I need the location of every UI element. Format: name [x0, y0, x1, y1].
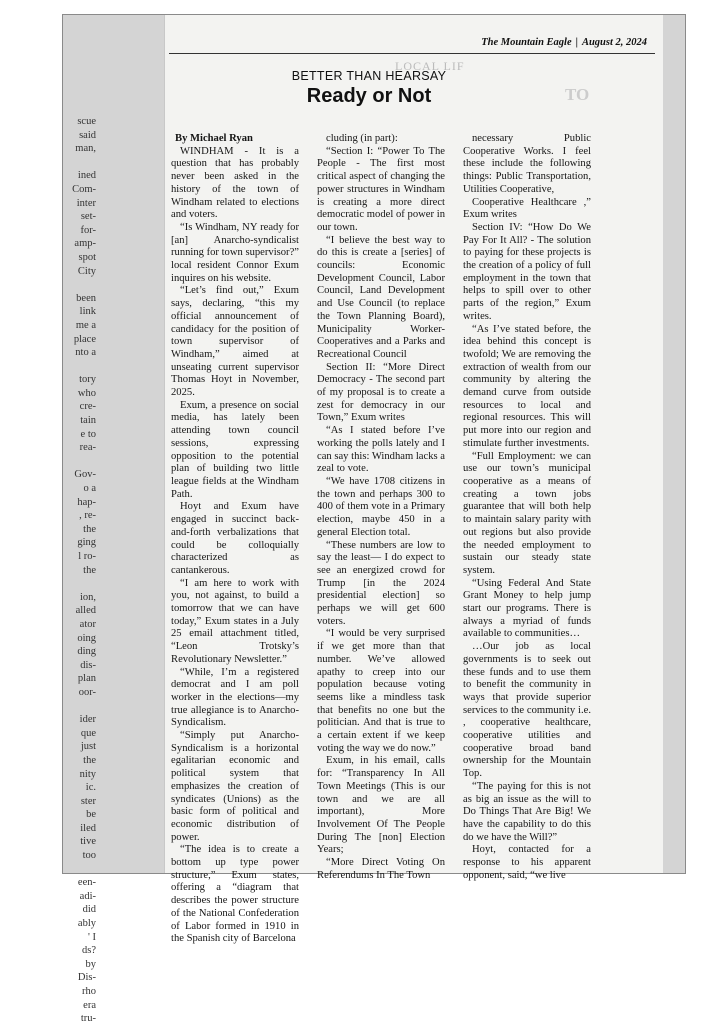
bleed-line: the: [83, 523, 96, 535]
article-paragraph: necessary Public Cooperative Works. I feel these include the following things: Public Transportation, Utilities Cooperative,: [463, 133, 591, 195]
bleed-line: [63, 360, 99, 374]
bleed-line: o a: [83, 483, 96, 495]
bleed-line: e to: [80, 428, 96, 440]
bleed-line: , re-: [79, 510, 96, 522]
bleed-line: amp-: [74, 238, 96, 250]
article-paragraph: “Simply put Anarcho-Syndicalism is a horizontal egalitarian economic and political system that emphasizes the creation of syndicates (Unions) as the basic form of political and economic distribution of power.: [171, 730, 299, 843]
bleed-line: ding: [77, 646, 96, 658]
bleed-line: place: [73, 333, 96, 345]
article-paragraph: “I am here to work with you, not against, to build a tomorrow that we can have today,” Exum states in a July 25 email attachment titled, “Leon Trotsky’s Revolutionary Newsletter.”: [171, 577, 299, 665]
bleed-line: too: [82, 850, 96, 862]
article-paragraph: Hoyt, contacted for a response to his apparent opponent, said, “we live: [463, 844, 591, 881]
bleed-line: rho: [82, 986, 96, 997]
article-paragraph: …Our job as local governments is to seek out these funds and to use them to benefit the community in ways that provide superior services to the community i.e. , cooperative healthcare, cooperative utilities and cooperative broad band ownership for the Mountain Top.: [463, 641, 591, 780]
bleed-line: tive: [80, 836, 96, 848]
bleed-line: [63, 455, 99, 469]
masthead-separator: |: [575, 37, 578, 48]
bleed-line: nity: [79, 768, 96, 780]
bleed-line: iled: [80, 822, 96, 834]
bleed-line: ds?: [82, 945, 96, 957]
byline: By Michael Ryan: [175, 133, 253, 144]
newspaper-clipping: [164, 15, 663, 945]
bleed-line: scue: [77, 116, 96, 127]
article-paragraph: “Is Windham, NY ready for [an] Anarcho-syndicalist running for town supervisor?” local resident Connor Exum inquires on his website.: [171, 221, 299, 284]
article-paragraph: “The idea is to create a bottom up type power structure,” Exum states, offering a “diagram that describes the power structure of the National Confederation of Labor formed in 1910 in the Spanish city of Barcelona: [171, 844, 299, 945]
bleed-line: l ro-: [78, 551, 96, 562]
article-headline: Ready or Not: [306, 85, 432, 107]
article-paragraph: “More Direct Voting On Referendums In The Town: [317, 857, 445, 881]
bleed-line: [63, 577, 99, 591]
bleed-line: tory: [79, 374, 96, 386]
masthead-rule: [169, 53, 655, 54]
bleed-line: just: [80, 741, 96, 753]
bleed-line: inter: [76, 197, 96, 209]
bleed-line: adi-: [79, 890, 96, 902]
bleed-line: ' I: [87, 931, 96, 943]
show-through-text: LOCAL LIF: [395, 59, 465, 73]
article-paragraph: Section IV: “How Do We Pay For It All? - The solution to paying for these projects is the creation of a policy of full employment in the town that helps to spill over to other parts of the region,” Exum writes.: [463, 221, 591, 322]
article-paragraph: “I believe the best way to do this is create a [series] of councils: Economic Development Council, Labor Council, Land Development and Use Council (to replace the Town Planning Board), Municipality Worker-Cooperatives and a Parks and Recreational Council: [317, 234, 445, 360]
bleed-line: oor-: [78, 686, 96, 698]
bleed-line: did: [82, 904, 96, 916]
article-paragraph: “We have 1708 citizens in the town and perhaps 300 to 400 of them vote in a Primary election, maybe 450 in a general Election total.: [317, 475, 445, 538]
bleed-line: hap-: [77, 496, 96, 508]
bleed-line: rea-: [79, 442, 96, 454]
article-paragraph: Exum, in his email, calls for: “Transparency In All Town Meetings (This is our town and we are all important), More Involvement Of The People During The [non] Election Years;: [317, 755, 445, 856]
bleed-line: [63, 278, 99, 292]
show-through-text: TO: [565, 85, 590, 104]
scanned-page: [62, 14, 686, 1025]
bleed-line: tru-: [80, 1013, 96, 1025]
bleed-line: the: [83, 564, 96, 576]
bleed-line: spot: [78, 251, 96, 263]
article-paragraph: Hoyt and Exum have engaged in succinct back-and-forth verbalizations that could be colloquially characterized as cantankerous.: [171, 501, 299, 576]
bleed-line: ined: [77, 170, 96, 182]
article-paragraph: “Using Federal And State Grant Money to help jump start our programs. There is always a myriad of funds available to communities…: [463, 577, 591, 640]
article-column-1: [171, 133, 299, 945]
bleed-line: ging: [77, 537, 96, 549]
bleed-line: ider: [79, 714, 96, 726]
bleed-line: ster: [80, 795, 96, 807]
bleed-line: Dis-: [77, 972, 96, 984]
bleed-line: for-: [80, 224, 96, 236]
bleed-line: alled: [75, 605, 96, 617]
article-paragraph: “Section I: “Power To The People - The first most critical aspect of changing the power structures in Windham is creating a more direct democratic model of power in our town.: [317, 145, 445, 233]
article-paragraph: Exum, a presence on social media, has lately been attending town council sessions, expressing opposition to the potential plan of building two little league fields at the Windham Path.: [171, 399, 299, 500]
issue-date: August 2, 2024: [581, 37, 647, 48]
bleed-line: [63, 863, 99, 877]
article-paragraph: “The paying for this is not as big an issue as the will to Do Things That Are Big! We have the capability to do this do we have the Will?”: [463, 780, 591, 843]
article-paragraph: Cooperative Healthcare ,” Exum writes: [463, 196, 591, 221]
bleed-line: nto a: [75, 347, 96, 359]
bleed-line: era: [83, 999, 96, 1011]
article-paragraph: cluding (in part):: [326, 133, 398, 144]
bleed-line: oing: [77, 632, 96, 644]
paper-name: The Mountain Eagle: [481, 37, 572, 48]
bleed-line: [63, 700, 99, 714]
bleed-line: man,: [75, 143, 96, 155]
bleed-line: set-: [80, 211, 96, 223]
bleed-line: plan: [77, 673, 96, 685]
article-paragraph: “As I stated before I’ve working the polls lately and I can say this: Windham lacks a zeal to vote.: [317, 425, 445, 475]
bleed-line: ably: [77, 918, 96, 930]
bleed-line: City: [77, 265, 96, 277]
article-paragraph: WINDHAM - It is a question that has probably never been asked in the history of the town of Windham related to elections and voters.: [171, 145, 299, 221]
bleed-line: Com-: [72, 183, 96, 195]
article-column-2: [317, 133, 445, 881]
bleed-line: by: [85, 958, 96, 970]
bleed-line: the: [83, 754, 96, 766]
bleed-line: tain: [80, 415, 96, 427]
bleed-line: link: [79, 306, 96, 318]
bleed-line: said: [79, 129, 96, 141]
bleed-line: que: [80, 727, 96, 739]
article-paragraph: “These numbers are low to say the least— I do expect to see an energized crowd for Trump [in the 2024 presidential election] so perhaps we will get 600 voters.: [317, 539, 445, 627]
bleed-line: [63, 156, 99, 170]
article-paragraph: “Full Employment: we can use our town’s municipal cooperative as a means of creating a town jobs guarantee that will both help to maintain salary parity with out regions but also provide the needed employment to sustain our steady state system.: [463, 450, 591, 576]
bleed-line: cre-: [79, 401, 96, 413]
article-paragraph: “As I’ve stated before, the idea behind this concept is twofold; We are removing the extraction of wealth from our community by altering the demand curve from outside resources to local and regional resources. This will put more into our region and stimulate further investments.: [463, 323, 591, 449]
bleed-line: be: [86, 809, 96, 821]
bleed-line: ion,: [79, 591, 96, 603]
article-paragraph: “While, I’m a registered democrat and I am poll worker in the elections—my true allegiance is to Anarcho-Syndicalism.: [171, 666, 299, 729]
article-paragraph: “I would be very surprised if we get more than that number. We’ve allowed apathy to creep into our population because voting seems like a mindless task that benefits no one but the politician. And that is true to a certain extent if we keep voting the way we do now.”: [317, 628, 445, 754]
bleed-line: een-: [77, 877, 96, 889]
bleed-line: dis-: [80, 659, 96, 671]
article-kicker: BETTER THAN HEARSAY: [291, 69, 447, 83]
article-paragraph: “Let’s find out,” Exum says, declaring, “this my official announcement of candidacy for the position of town supervisor of Windham,” aimed at unseating current supervisor Thomas Hoyt in November, 2025.: [171, 285, 299, 399]
bleed-line: been: [76, 292, 96, 304]
adjacent-column-bleed: [63, 115, 99, 1025]
masthead: [165, 37, 647, 48]
bleed-line: me a: [75, 319, 96, 331]
article-column-3: [463, 133, 591, 881]
bleed-line: ic.: [85, 782, 96, 794]
article-paragraph: Section II: “More Direct Democracy - The second part of my proposal is to create a zest for democracy in our Town,” Exum writes: [317, 361, 445, 424]
bleed-line: who: [77, 387, 96, 399]
bleed-line: Gov-: [74, 469, 96, 481]
bleed-line: ator: [79, 618, 96, 630]
